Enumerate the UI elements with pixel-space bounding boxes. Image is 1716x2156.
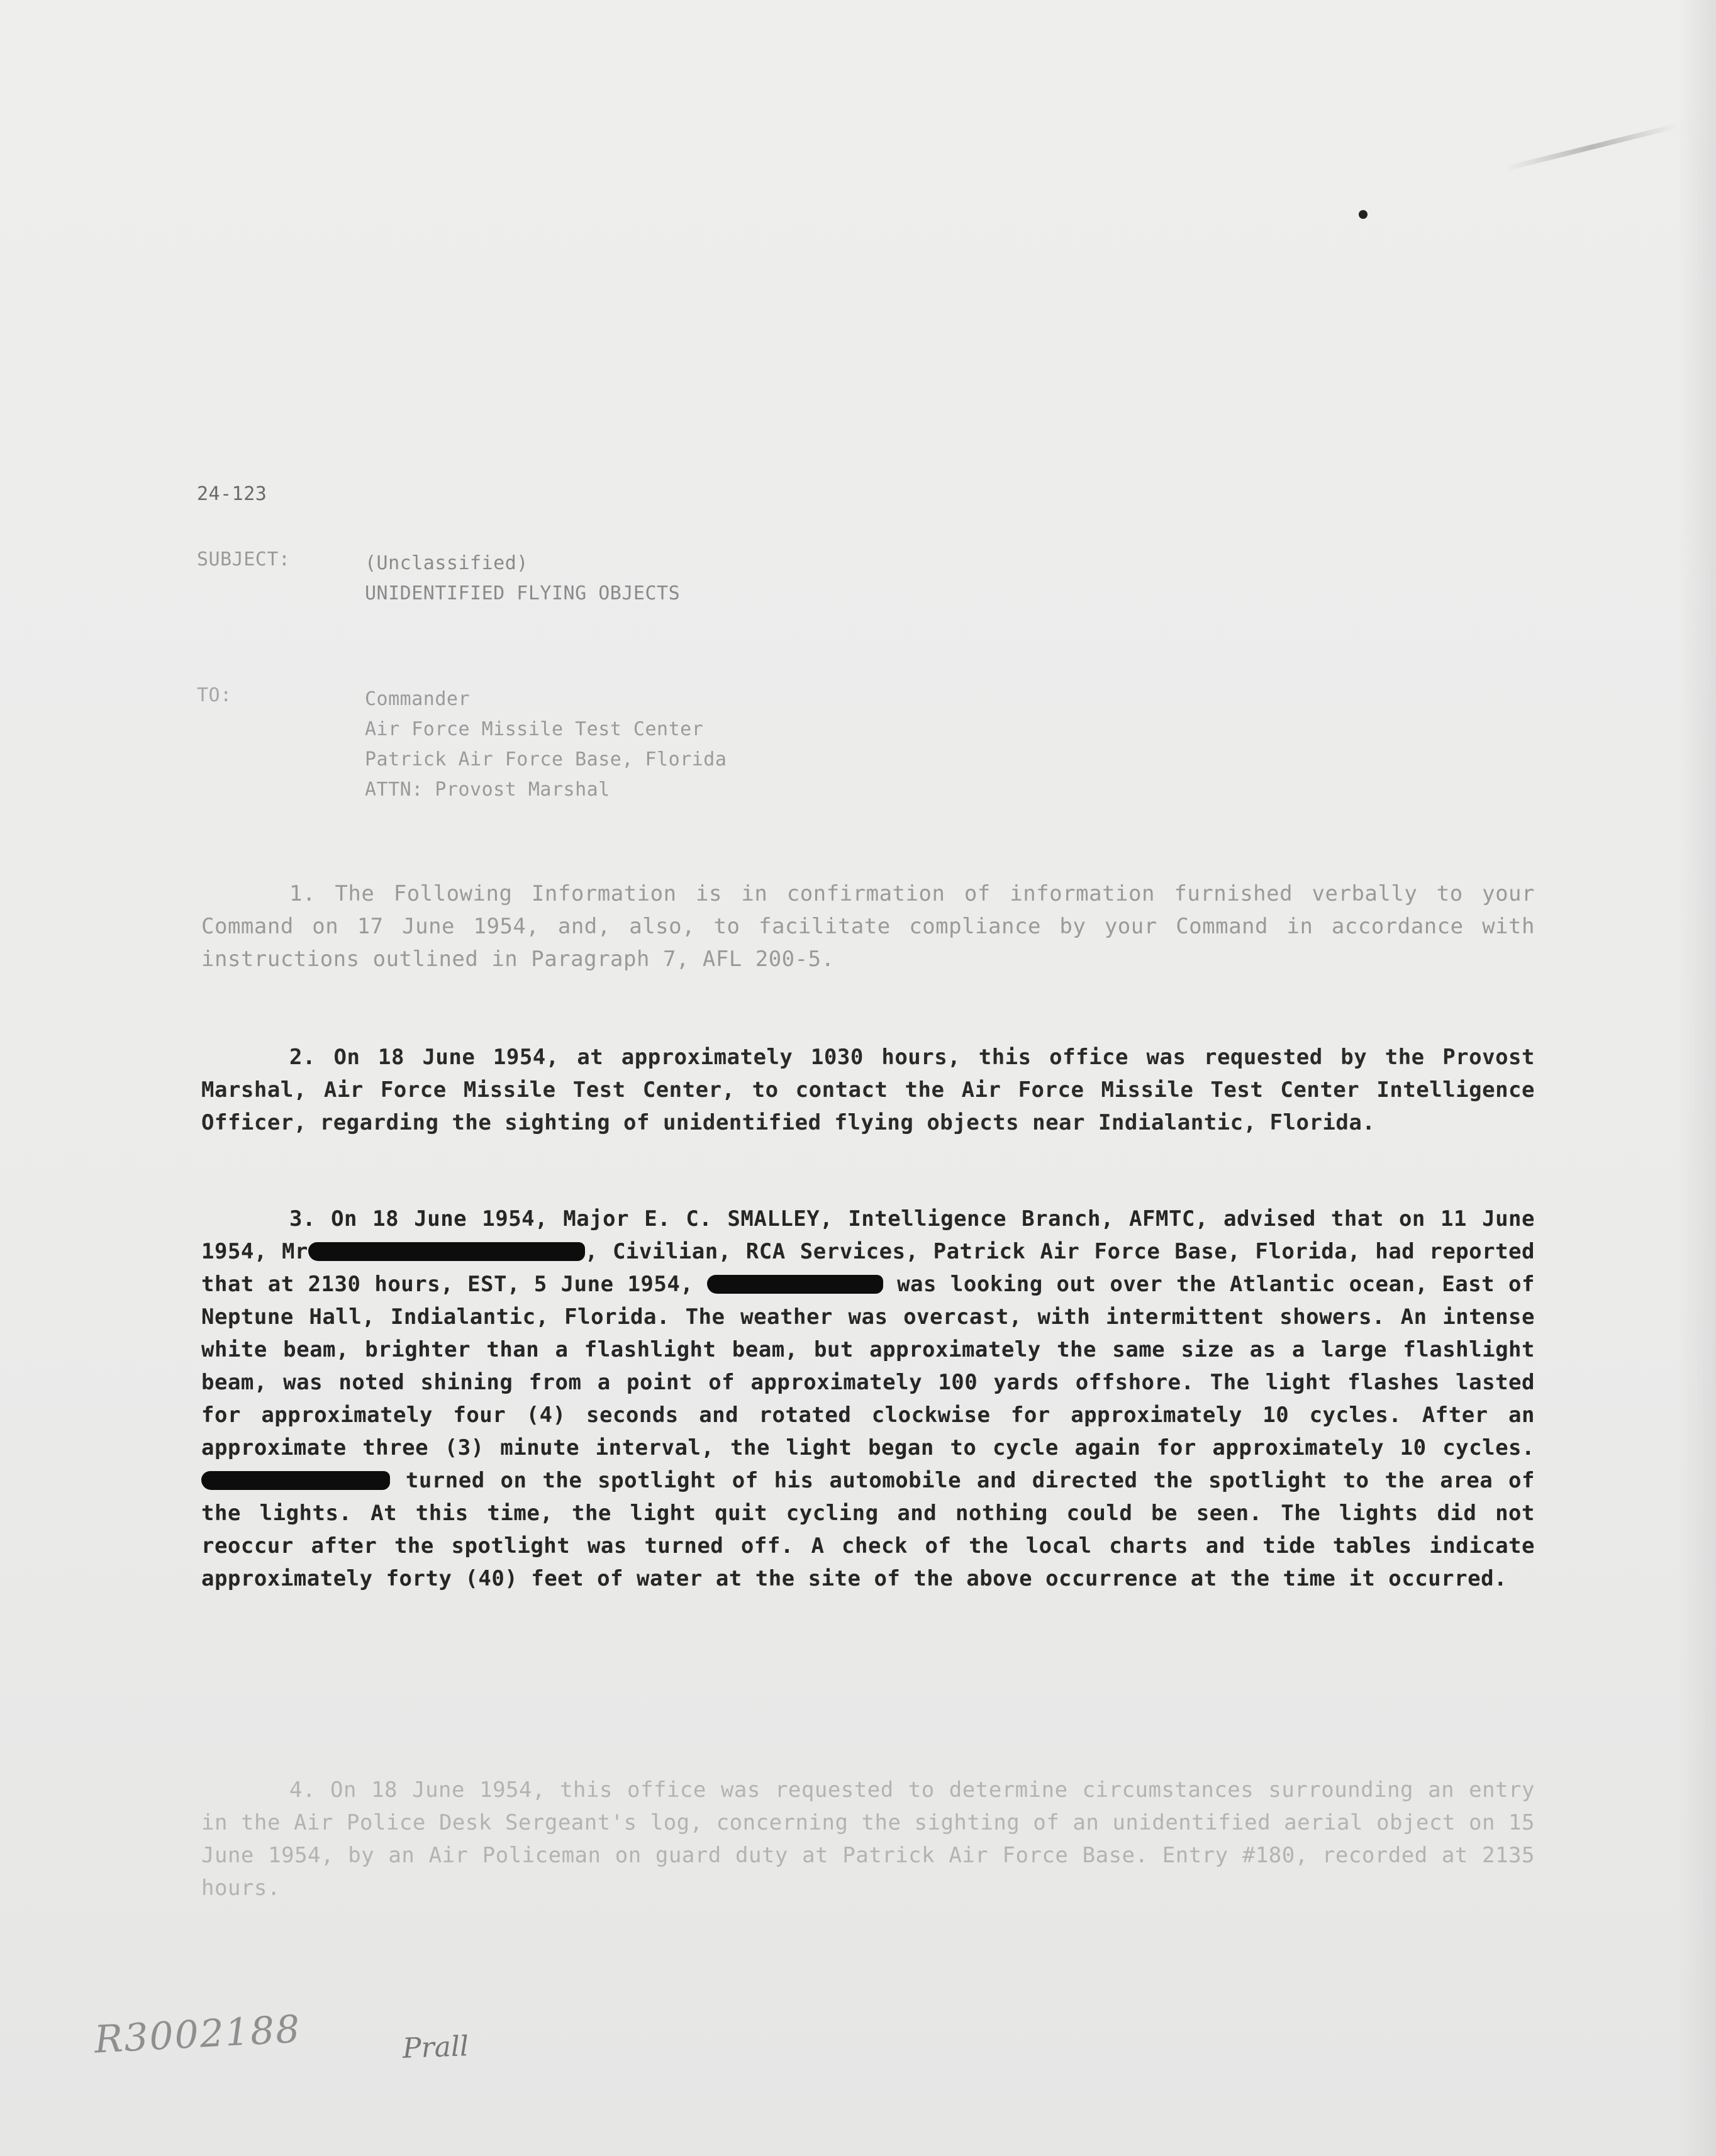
subject-line: UNIDENTIFIED FLYING OBJECTS <box>365 582 681 604</box>
page-edge-shadow <box>1678 0 1716 2156</box>
handwritten-file-number: R3002188 <box>93 2007 303 2062</box>
paragraph-2 <box>201 1041 1535 1139</box>
reference-number: 24-123 <box>197 483 267 505</box>
paragraph-1 <box>201 877 1535 975</box>
paragraph-text: turned on the spotlight of his automobile and directed the spotlight to the area of the lights. At this time, the light quit cycling and nothing could be seen. The lights did not reoccur after the spotlight was turned off. A check of the local charts and tide tables indicate approximately forty (40) feet of water at the site of the above occurrence at the time it occurred. <box>201 1468 1535 1591</box>
addressee-line: Commander <box>365 688 471 710</box>
redaction-mark <box>201 1471 390 1490</box>
addressee-line: Patrick Air Force Base, Florida <box>365 748 727 770</box>
paragraph-text: was looking out over the Atlantic ocean, East of Neptune Hall, Indialantic, Florida. The weather was overcast, with intermittent showers. An intense white beam, brighter than a flashlight beam, but approximately the same size as a large flashlight beam, was noted shining from a point of approximately 100 yards offshore. The light flashes lasted for approximately four (4) seconds and rotated clockwise for approximately 10 cycles. After an approximate three (3) minute interval, the light began to cycle again for approximately 10 cycles. <box>201 1272 1535 1460</box>
subject-label: SUBJECT: <box>197 548 291 570</box>
addressee-line: ATTN: Provost Marshal <box>365 779 610 801</box>
redaction-mark <box>308 1242 585 1261</box>
subject-block <box>365 548 680 609</box>
addressee-line: Air Force Missile Test Center <box>365 718 704 740</box>
paragraph-4 <box>201 1774 1535 1904</box>
paragraph-text: 2. On 18 June 1954, at approximately 1030 hours, this office was requested by the Provost Marshal, Air Force Missile Test Center, to contact the Air Force Missile Test Center Intelligence Officer, regarding the sighting of unidentified flying objects near Indialantic, Florida. <box>201 1045 1535 1135</box>
ink-dot <box>1359 210 1368 219</box>
to-label: TO: <box>197 684 232 706</box>
paragraph-text: 1. The Following Information is in confirmation of information furnished verbally to your Command on 17 June 1954, and, also, to facilitate compliance by your Command in accordance with instructions outlined in Paragraph 7, AFL 200-5. <box>201 881 1535 972</box>
subject-line: (Unclassified) <box>365 552 528 574</box>
handwritten-initials: Prall <box>402 2030 469 2065</box>
scan-streak <box>1505 123 1678 171</box>
redaction-mark <box>707 1275 883 1294</box>
addressee-block <box>365 684 727 805</box>
paragraph-3 <box>201 1203 1535 1595</box>
paragraph-text: , Civilian, RCA Services, Patrick Air Force Base, Florida, had reported that at 2130 hours, EST, 5 June 1954, <box>201 1239 1535 1297</box>
paragraph-text: 4. On 18 June 1954, this office was requested to determine circumstances surrounding an entry in the Air Police Desk Sergeant's log, concerning the sighting of an unidentified aerial object on 15 June 1954, by an Air Policeman on guard duty at Patrick Air Force Base. Entry #180, recorded at 2135 hours. <box>201 1777 1535 1901</box>
paragraph-text: 3. On 18 June 1954, Major E. C. SMALLEY, Intelligence Branch, AFMTC, advised that on 11 June 1954, Mr <box>201 1206 1535 1264</box>
